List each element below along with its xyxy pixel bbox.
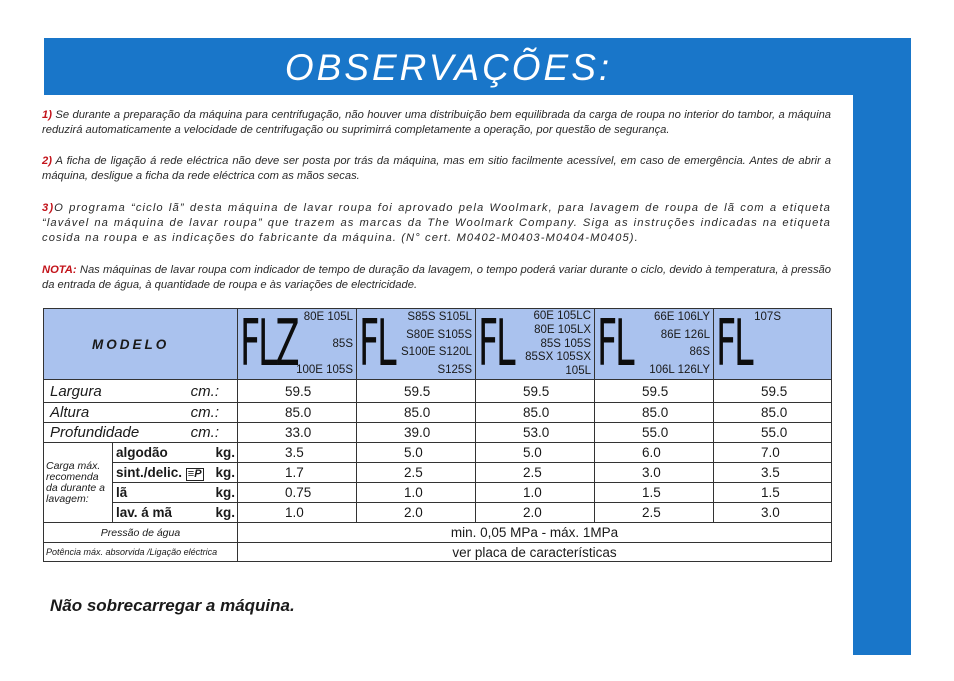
carga-unit: kg.	[215, 505, 235, 520]
note-1-text: Se durante a preparação da máquina para centrifugação, não houver uma distribuição bem equilibrada da carga de roupa no interior do tambor, a máquina reduzirá automaticamente a velocidade de centrifugação ou suprimirrá completamente a operação, por questão de segurança.	[42, 109, 832, 136]
model-list-1	[296, 311, 353, 377]
row-label-text: Altura	[50, 404, 90, 421]
row-label	[44, 403, 238, 423]
row-label-text: Largura	[50, 382, 102, 400]
table-cell: 3.5	[238, 443, 357, 463]
table-cell: 1.0	[238, 503, 357, 523]
model-name: 105L	[565, 365, 591, 377]
modelo-label: MODELO	[44, 309, 238, 380]
table-cell: 1.0	[357, 483, 476, 503]
table-cell: 5.0	[476, 443, 595, 463]
table-cell: 7.0	[714, 443, 832, 463]
model-name: S100E S120L	[401, 346, 472, 359]
model-logo-4: FL	[597, 307, 633, 381]
model-name: 85S 105S	[540, 337, 591, 350]
model-name: S85S S105L	[407, 311, 472, 323]
note-3-label: 3)	[42, 202, 55, 214]
spec-table	[43, 308, 832, 562]
footer-note: Não sobrecarregar a máquina.	[50, 596, 295, 615]
iron-care-icon: ≡P	[187, 467, 202, 480]
table-cell: 1.5	[595, 483, 714, 503]
table-cell: 59.5	[357, 380, 476, 403]
pressao-value: min. 0,05 MPa - máx. 1MPa	[238, 523, 832, 543]
model-column-3	[476, 309, 595, 380]
table-cell: 85.0	[476, 403, 595, 423]
model-name: 80E 105L	[303, 311, 353, 323]
carga-label: Carga máx. recomenda da durante a lavagem:	[44, 443, 113, 523]
model-logo-1: FLZ	[240, 307, 298, 381]
table-cell: 53.0	[476, 423, 595, 443]
model-list-5	[754, 311, 781, 377]
table-cell: 1.0	[476, 483, 595, 503]
table-cell: 6.0	[595, 443, 714, 463]
table-row-la	[44, 483, 832, 503]
page-title: OBSERVAÇÕES:	[284, 47, 613, 88]
carga-sub-text: lav. á mã	[116, 505, 173, 520]
note-nota-text: Nas máquinas de lavar roupa com indicador de tempo de duração da lavagem, o tempo poderá variar durante o ciclo, devido à temperatura, à pressão da entrada de água, à quantidade de roupa e às variações de electricidade.	[42, 264, 831, 291]
potencia-label: Potência máx. absorvida /Ligação eléctrica	[44, 543, 238, 562]
side-bar	[853, 38, 911, 655]
carga-unit: kg.	[215, 485, 235, 500]
model-name: 86S	[689, 346, 710, 359]
model-list-3	[525, 311, 591, 377]
table-row-sint	[44, 463, 832, 483]
table-row-profundidade	[44, 423, 832, 443]
carga-sub-text: sint./delic.	[116, 464, 183, 480]
carga-sub-label	[113, 463, 238, 483]
table-cell: 85.0	[357, 403, 476, 423]
table-row-pressao	[44, 523, 832, 543]
table-row-altura	[44, 403, 832, 423]
model-column-1	[238, 309, 357, 380]
carga-unit: kg.	[215, 464, 235, 480]
model-column-2	[357, 309, 476, 380]
note-2	[42, 154, 831, 184]
table-cell: 59.5	[238, 380, 357, 403]
model-list-2	[401, 311, 472, 377]
note-nota-label: NOTA:	[42, 264, 77, 276]
table-cell: 55.0	[595, 423, 714, 443]
model-column-4	[595, 309, 714, 380]
model-name: 107S	[754, 311, 781, 323]
carga-sub-text: lã	[116, 485, 128, 500]
table-cell: 2.0	[357, 503, 476, 523]
table-cell: 0.75	[238, 483, 357, 503]
model-name: S80E S105S	[406, 328, 472, 341]
table-cell: 59.5	[714, 380, 832, 403]
table-cell: 59.5	[595, 380, 714, 403]
table-cell: 2.5	[476, 463, 595, 483]
table-cell: 3.0	[595, 463, 714, 483]
model-name: 60E 105LC	[533, 310, 591, 322]
table-cell: 1.5	[714, 483, 832, 503]
note-nota	[42, 263, 831, 293]
note-3-text: O programa “ciclo lã” desta máquina de lavar roupa foi aprovado pela Woolmark, para lavagem de roupa de lã com a etiqueta “lavável na máquina de lavar roupa” que trazem as marcas da The Woolmark Company. Siga as instruções indicadas na etiqueta cosida na roupa e as indicações do fabricante da máquina. (N° cert. M0402-M0403-M0404-M0405).	[42, 202, 831, 244]
model-name: 86E 126L	[660, 328, 710, 341]
table-cell: 2.5	[595, 503, 714, 523]
table-row-lav-mao	[44, 503, 832, 523]
model-name: 106L 126LY	[649, 364, 710, 377]
table-cell: 85.0	[595, 403, 714, 423]
table-cell: 55.0	[714, 423, 832, 443]
carga-unit: kg.	[215, 445, 235, 460]
potencia-value: ver placa de características	[238, 543, 832, 562]
table-row-algodao	[44, 443, 832, 463]
note-2-label: 2)	[42, 155, 52, 167]
row-unit: cm.:	[190, 382, 219, 400]
model-logo-5: FL	[716, 307, 752, 381]
model-logo-3: FL	[478, 307, 514, 381]
note-1	[42, 108, 831, 138]
table-cell: 59.5	[476, 380, 595, 403]
row-label	[44, 423, 238, 443]
row-unit: cm.:	[190, 424, 219, 441]
carga-sub-label	[113, 483, 238, 503]
table-cell: 33.0	[238, 423, 357, 443]
model-name: 85SX 105SX	[525, 351, 591, 364]
model-name: 100E 105S	[296, 364, 353, 377]
model-column-5	[714, 309, 832, 380]
table-cell: 5.0	[357, 443, 476, 463]
carga-sub-text: algodão	[116, 445, 168, 460]
model-name: 85S	[332, 337, 353, 350]
table-cell: 3.5	[714, 463, 832, 483]
carga-sub-label	[113, 443, 238, 463]
table-row-potencia	[44, 543, 832, 562]
model-name: 66E 106LY	[653, 311, 710, 323]
table-cell: 1.7	[238, 463, 357, 483]
note-3	[42, 201, 831, 246]
model-logo-2: FL	[359, 307, 395, 381]
model-name: 80E 105LX	[534, 323, 591, 336]
table-cell: 3.0	[714, 503, 832, 523]
carga-sub-label	[113, 503, 238, 523]
table-cell: 2.0	[476, 503, 595, 523]
row-unit: cm.:	[190, 404, 219, 421]
note-2-text: A ficha de ligação á rede eléctrica não deve ser posta por trás da máquina, mas em sitio facilmente acessível, em caso de emergência. Antes de abrir a máquina, desligue a ficha da rede eléctrica com as mãos secas.	[42, 155, 831, 182]
table-cell: 2.5	[357, 463, 476, 483]
table-cell: 39.0	[357, 423, 476, 443]
note-1-label: 1)	[42, 109, 52, 121]
table-header-row	[44, 309, 832, 380]
row-label	[44, 380, 238, 403]
pressao-label: Pressão de água	[44, 523, 238, 543]
row-label-text: Profundidade	[50, 424, 140, 441]
model-list-4	[649, 311, 710, 377]
model-name: S125S	[437, 364, 472, 377]
table-cell: 85.0	[714, 403, 832, 423]
table-row-largura	[44, 380, 832, 403]
table-cell: 85.0	[238, 403, 357, 423]
